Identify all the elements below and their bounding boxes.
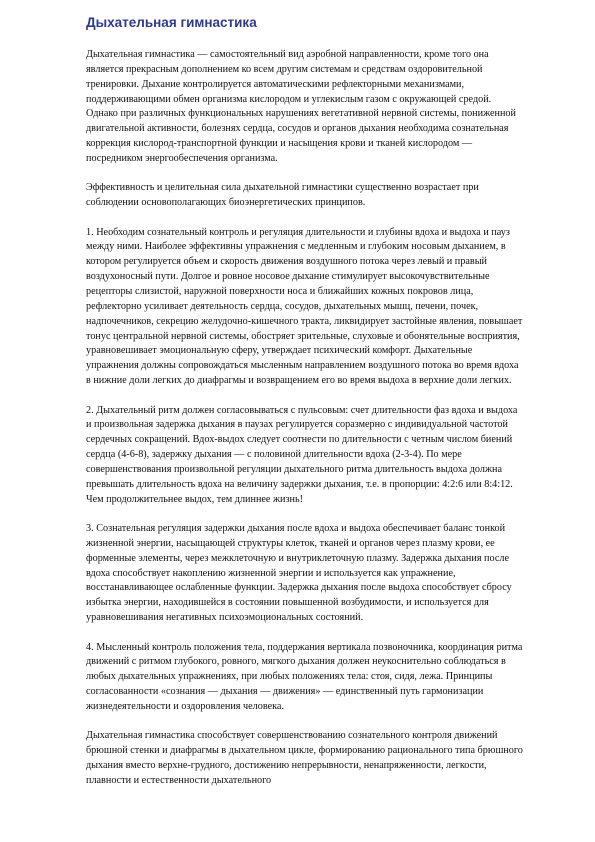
document-page: [86, 14, 524, 789]
paragraph-principle-2: 2. Дыхательный ритм должен согласовываться с пульсовым: счет длительности фаз вдоха и выдоха и произвольная задержка дыхания в паузах регулируется соразмерно с индивидуальной частотой сердечных сокращений. Вдох-выдох следует соотнести по длительности с четным числом биений сердца (4-6-8), задержку дыхания — с половиной длительности вдоха (2-3-4). По мере совершенствования произвольной регуляции дыхательного ритма длительность выдоха должна превышать длительность вдоха на величину задержки дыхания, т.е. в пропорции: 4:2:6 или 8:4:12. Чем продолжительнее выдох, тем длиннее жизнь!: [86, 404, 518, 505]
paragraph-intro: Дыхательная гимнастика — самостоятельный вид аэробной направленности, кроме того она является прекрасным дополнением ко всем другим системам и средствам оздоровительной тренировки. Дыхание контролируется автоматическими рефлекторными механизмами, поддерживающими обмен организма кислородом и углекислым газом с окружающей средой. Однако при различных функциональных нарушениях вегетативной нервной системы, пониженной двигательной активности, болезнях сердца, сосудов и органов дыхания необходима сознательная коррекция кислород-транспортной функции и насыщения крови и тканей кислородом — посредником энергообеспечения организма.: [86, 49, 516, 164]
document-title: Дыхательная гимнастика: [86, 15, 257, 30]
paragraph-principle-1: 1. Необходим сознательный контроль и регуляция длительности и глубины вдоха и выдоха и пауз между ними. Наиболее эффективны упражнения с медленным и глубоким носовым дыханием, в котором регулируется объем и скорость движения воздушного потока через левый и правый воздухоносный пути. Долгое и ровное носовое дыхание стимулирует высокочувствительные рецепторы слизистой, наружной поверхности носа и ближайших кожных покровов лица, рефлекторно усиливает деятельность сердца, сосудов, дыхательных мышц, печени, почек, надпочечников, секрецию желудочно-кишечного тракта, ликвидирует застойные явления, повышает тонус центральной нервной системы, обостряет зрительные, слуховые и обонятельные восприятия, уравновешивает эмоциональную сферу, утверждает психический комфорт. Дыхательные упражнения должны сопровождаться мысленным направлением воздушного потока во время вдоха в нижние доли легких до диафрагмы и возвращением его во время выдоха в верхние доли легких.: [86, 226, 523, 387]
paragraph-principle-3: 3. Сознательная регуляция задержки дыхания после вдоха и выдоха обеспечивает баланс тонкой жизненной энергии, насыщающей структуры клеток, тканей и органов через плазму крови, ее форменные элементы, через межклеточную и внутриклеточную плазму. Задержка дыхания после вдоха способствует накоплению жизненной энергии и используется как упражнение, восстанавливающее ослабленные функции. Задержка дыхания после выдоха способствует сбросу избытка энергии, находившейся в состоянии повышенной возбудимости, и используется для уравновешивания негативных психоэмоциональных состояний.: [86, 523, 512, 624]
paragraph-principles-intro: Эффективность и целительная сила дыхательной гимнастики существенно возрастает при соблюдении основополагающих биоэнергетических принципов.: [86, 182, 479, 209]
paragraph-principle-4: 4. Мысленный контроль положения тела, поддержания вертикала позвоночника, координация ритма движений с ритмом глубокого, ровного, мягкого дыхания должен неукоснительно соблюдаться в любых дыхательных упражнениях, при любых положениях тела: стоя, сидя, лежа. Принципы согласованности «сознания — дыхания — движения» — единственный путь гармонизации жизнедеятельности и оздоровления человека.: [86, 641, 523, 712]
paragraph-conclusion: Дыхательная гимнастика способствует совершенствованию сознательного контроля движений брюшной стенки и диафрагмы в дыхательном цикле, формированию рационального типа брюшного дыхания вместо верхне-грудного, достижению непрерывности, ненапряженности, легкости, плавности и естественности дыхательного: [86, 730, 523, 786]
